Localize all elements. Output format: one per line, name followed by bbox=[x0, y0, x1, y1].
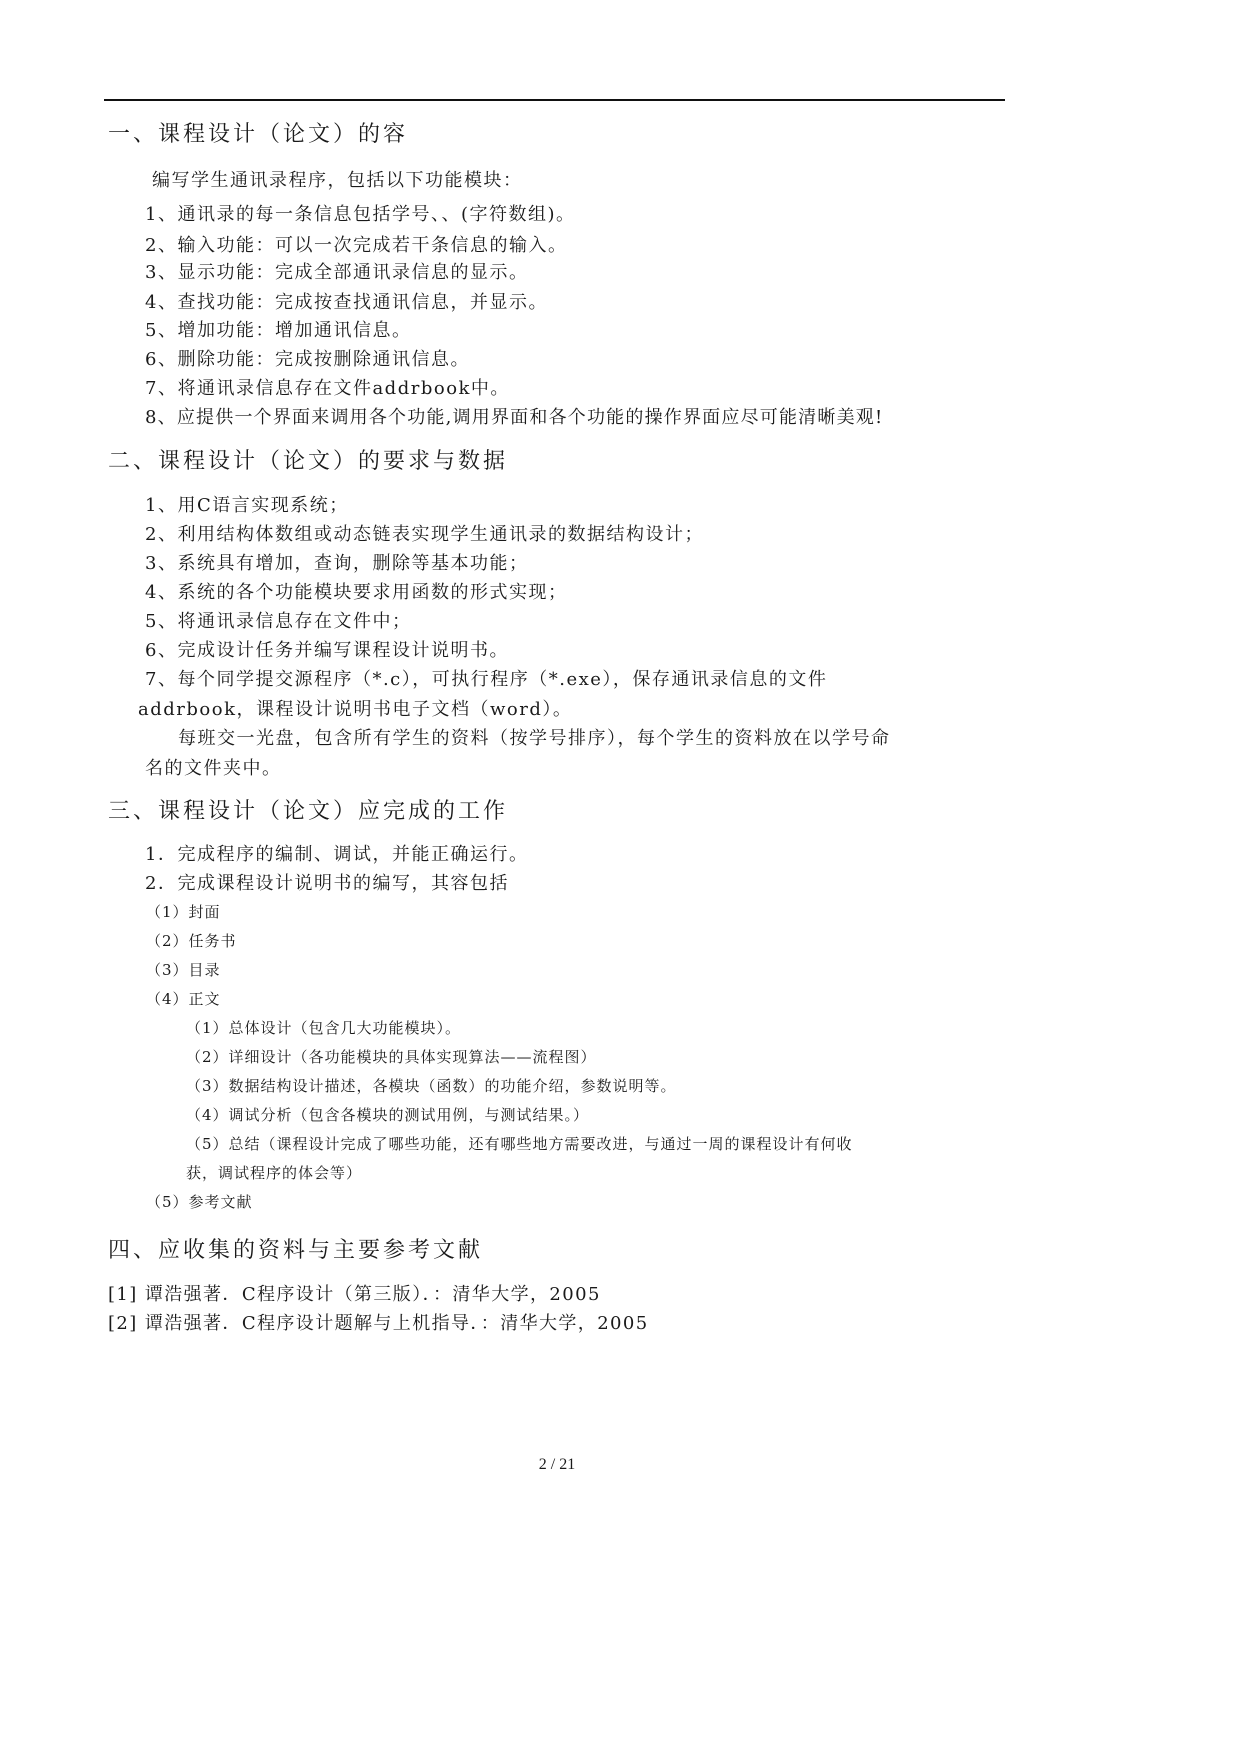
list-item: 1、通讯录的每一条信息包括学号、、(字符数组)。 bbox=[145, 204, 576, 225]
section-heading-4: 四、应收集的资料与主要参考文献 bbox=[108, 1238, 484, 1263]
list-item: 1、用C语言实现系统； bbox=[145, 495, 349, 516]
section-intro: 编写学生通讯录程序，包括以下功能模块： bbox=[152, 170, 523, 191]
paragraph-line: 名的文件夹中。 bbox=[145, 758, 282, 779]
list-item: 6、完成设计任务并编写课程设计说明书。 bbox=[145, 640, 509, 661]
header-rule bbox=[104, 99, 1005, 101]
sub-sub-item: （1）总体设计（包含几大功能模块）。 bbox=[186, 1019, 462, 1037]
list-item: 2、输入功能：可以一次完成若干条信息的输入。 bbox=[145, 235, 568, 256]
list-item: 6、删除功能：完成按删除通讯信息。 bbox=[145, 349, 470, 370]
section-heading-3: 三、课程设计（论文）应完成的工作 bbox=[108, 799, 509, 824]
sub-sub-item: （2）详细设计（各功能模块的具体实现算法——流程图） bbox=[186, 1048, 597, 1066]
list-item: 7、每个同学提交源程序（*.c），可执行程序（*.exe），保存通讯录信息的文件 bbox=[145, 669, 828, 690]
list-item: 8、应提供一个界面来调用各个功能,调用界面和各个功能的操作界面应尽可能清晰美观! bbox=[145, 407, 884, 428]
list-item: addrbook，课程设计说明书电子文档（word）。 bbox=[138, 699, 573, 720]
reference-item: [1] 谭浩强著．C程序设计（第三版）．：清华大学，2005 bbox=[108, 1284, 601, 1305]
list-item: 3、系统具有增加，查询，删除等基本功能； bbox=[145, 553, 529, 574]
list-item: 4、系统的各个功能模块要求用函数的形式实现； bbox=[145, 582, 568, 603]
list-item: 4、查找功能：完成按查找通讯信息，并显示。 bbox=[145, 292, 548, 313]
sub-item: （1）封面 bbox=[146, 903, 221, 921]
sub-item: （5）参考文献 bbox=[146, 1193, 253, 1211]
list-item: 7、将通讯录信息存在文件addrbook中。 bbox=[145, 378, 510, 399]
paragraph-line: 每班交一光盘，包含所有学生的资料（按学号排序），每个学生的资料放在以学号命 bbox=[178, 728, 891, 749]
sub-sub-item: （3）数据结构设计描述，各模块（函数）的功能介绍，参数说明等。 bbox=[186, 1077, 677, 1095]
reference-item: [2] 谭浩强著．C程序设计题解与上机指导．：清华大学，2005 bbox=[108, 1313, 649, 1334]
sub-item: （3）目录 bbox=[146, 961, 221, 979]
page-number: 2 / 21 bbox=[538, 1456, 576, 1473]
list-item: 2．完成课程设计说明书的编写，其容包括 bbox=[145, 873, 509, 894]
list-item: 1．完成程序的编制、调试，并能正确运行。 bbox=[145, 844, 529, 865]
sub-sub-item: （5）总结（课程设计完成了哪些功能，还有哪些地方需要改进，与通过一周的课程设计有何收 bbox=[186, 1135, 853, 1153]
sub-sub-item: （4）调试分析（包含各模块的测试用例，与测试结果。） bbox=[186, 1106, 590, 1124]
sub-sub-item-continued: 获，调试程序的体会等） bbox=[186, 1164, 363, 1182]
sub-item: （4）正文 bbox=[146, 990, 221, 1008]
section-heading-1: 一、课程设计（论文）的容 bbox=[108, 122, 409, 147]
list-item: 5、将通讯录信息存在文件中； bbox=[145, 611, 412, 632]
list-item: 2、利用结构体数组或动态链表实现学生通讯录的数据结构设计； bbox=[145, 524, 704, 545]
list-item: 3、显示功能：完成全部通讯录信息的显示。 bbox=[145, 262, 529, 283]
section-heading-2: 二、课程设计（论文）的要求与数据 bbox=[108, 449, 509, 474]
list-item: 5、增加功能：增加通讯信息。 bbox=[145, 320, 412, 341]
sub-item: （2）任务书 bbox=[146, 932, 237, 950]
